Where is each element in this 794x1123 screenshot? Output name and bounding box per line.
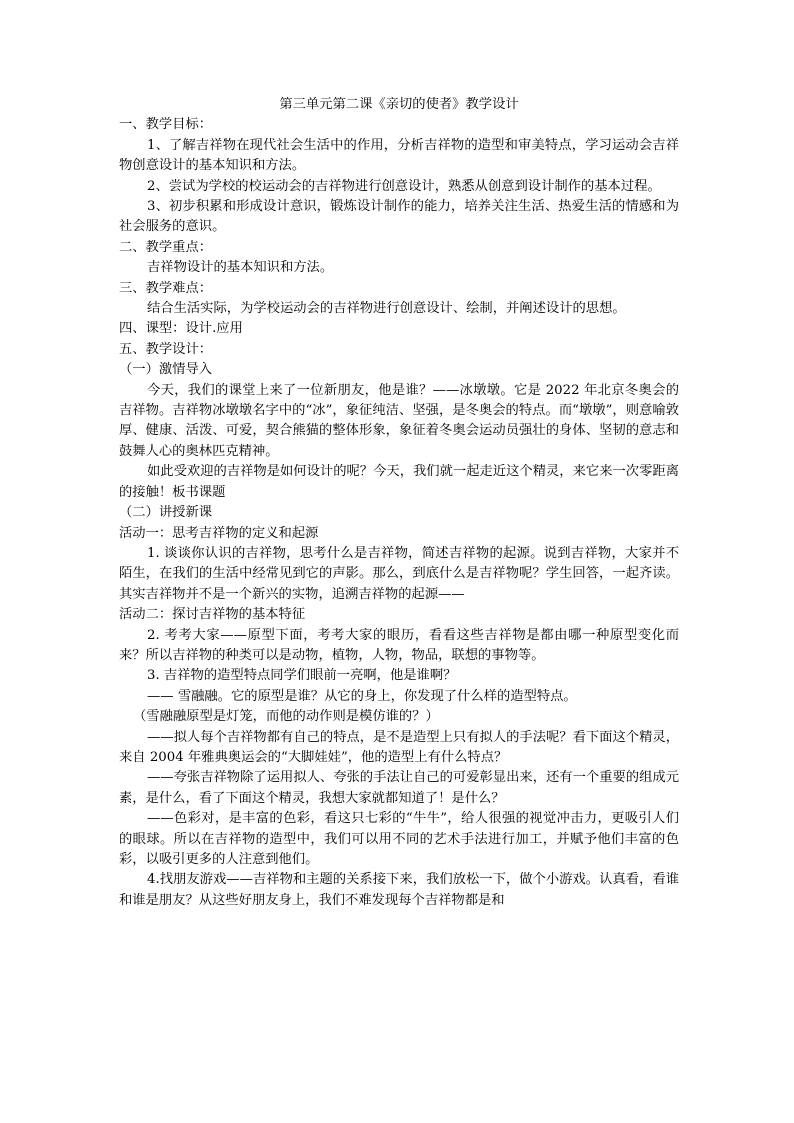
activity-paragraph-4: 4.找朋友游戏——吉祥物和主题的关系接下来，我们放松一下，做个小游戏。认真看，看谁和谁是朋友？从这些好朋友身上，我们不难发现每个吉祥物都是和 <box>119 872 679 908</box>
section-heading-key-points: 二、教学重点： <box>119 239 213 255</box>
activity-paragraph-3: 3. 吉祥物的造型特点同学们眼前一亮啊，他是谁啊？ <box>147 668 457 684</box>
activity-paragraph-3d: ——拟人每个吉祥物都有自己的特点，是不是造型上只有拟人的手法呢？看下面这个精灵，来自 2004 年雅典奥运会的“大脚娃娃”，他的造型上有什么特点？ <box>119 729 679 765</box>
intro-paragraph-2: 如此受欢迎的吉祥物是如何设计的呢？今天，我们就一起走近这个精灵，来它来一次零距离的接触！板书课题 <box>119 464 679 500</box>
document-title: 第三单元第二课《亲切的使者》教学设计 <box>279 97 519 112</box>
activity-paragraph-3f: ——色彩对，是丰富的色彩，看这只七彩的“牛牛”，给人很强的视觉冲击力，更吸引人们的眼球。所以在吉祥物的造型中，我们可以用不同的艺术手法进行加工，并赋予他们丰富的色彩，以吸引更多的人注意到他们。 <box>119 811 679 868</box>
section-heading-design: 五、教学设计： <box>119 341 213 357</box>
activity-paragraph-2: 2. 考考大家——原型下面，考考大家的眼历，看看这些吉祥物是都由哪一种原型变化而来？所以吉祥物的种类可以是动物，植物，人物，物品，联想的事物等。 <box>119 627 679 663</box>
activity-paragraph-1: 1. 谈谈你认识的吉祥物，思考什么是吉祥物，简述吉祥物的起源。说到吉祥物，大家并不陌生，在我们的生活中经常见到它的声影。那么，到底什么是吉祥物呢？学生回答，一起齐读。其实吉祥物并不是一个新兴的实物，追溯吉祥物的起源—— <box>119 545 679 602</box>
difficulties-paragraph: 结合生活实际，为学校运动会的吉祥物进行创意设计、绘制，并阐述设计的思想。 <box>147 301 626 317</box>
activity-paragraph-3b: —— 雪融融。它的原型是谁？从它的身上，你发现了什么样的造型特点。 <box>147 688 577 704</box>
activity-heading-2: 活动二：探讨吉祥物的基本特征 <box>119 607 306 623</box>
intro-paragraph-1: 今天，我们的课堂上来了一位新朋友，他是谁？——冰墩墩。它是 2022 年北京冬奥会的吉祥物。吉祥物冰墩墩名字中的“冰”，象征纯洁、坚强，是冬奥会的特点。而“墩墩”，则意喻敦厚、健康、活泼、可爱，契合熊猫的整体形象，象征着冬奥会运动员强壮的身体、坚韧的意志和鼓舞人心的奥林匹克精神。 <box>119 382 679 459</box>
section-heading-goals: 一、教学目标： <box>119 117 213 133</box>
subheading-intro: （一）激情导入 <box>119 362 213 378</box>
goal-paragraph-1: 1、了解吉祥物在现代社会生活中的作用，分析吉祥物的造型和审美特点，学习运动会吉祥物创意设计的基本知识和方法。 <box>119 137 679 174</box>
document-page <box>119 95 679 911</box>
activity-paragraph-3e: ——夸张吉祥物除了运用拟人、夸张的手法让自己的可爱彰显出来，还有一个重要的组成元素，是什么，看了下面这个精灵，我想大家就都知道了！是什么？ <box>119 770 679 806</box>
activity-paragraph-3c: （雪融融原型是灯笼，而他的动作则是模仿谁的？） <box>133 709 439 725</box>
activity-heading-1: 活动一：思考吉祥物的定义和起源 <box>119 525 319 541</box>
goal-paragraph-2: 2、尝试为学校的校运动会的吉祥物进行创意设计，熟悉从创意到设计制作的基本过程。 <box>147 178 661 194</box>
subheading-new-lesson: （二）讲授新课 <box>119 505 213 521</box>
section-heading-difficulties: 三、教学难点： <box>119 280 213 296</box>
goal-paragraph-3: 3、初步积累和形成设计意识，锻炼设计制作的能力，培养关注生活、热爱生活的情感和为社会服务的意识。 <box>119 199 679 235</box>
section-heading-lesson-type: 四、课型：设计.应用 <box>119 321 243 337</box>
key-points-paragraph: 吉祥物设计的基本知识和方法。 <box>147 260 334 276</box>
